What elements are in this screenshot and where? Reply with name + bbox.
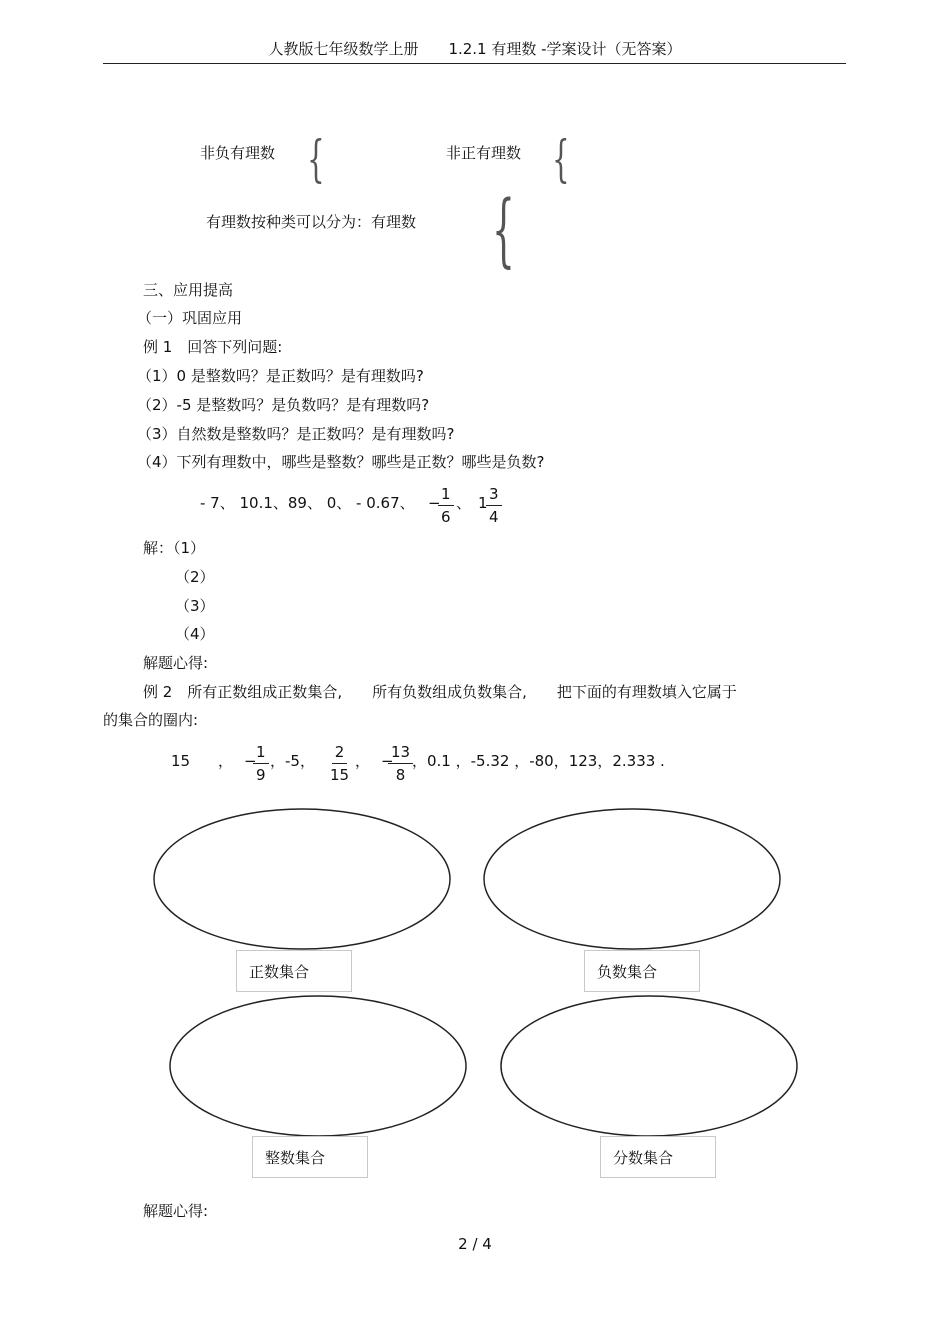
- example1-reflection: 解题心得:: [143, 654, 209, 672]
- mixed-whole: 1: [478, 494, 488, 512]
- positive-set-oval: [154, 809, 450, 949]
- ex2-f3-den: 8: [395, 766, 406, 784]
- negative-set-label: 负数集合: [584, 950, 700, 992]
- ex2-number-15: 15: [171, 752, 191, 770]
- example2-line1: 例 2 所有正数组成正数集合, 所有负数组成负数集合, 把下面的有理数填入它属于: [143, 683, 737, 701]
- ex2-comma-1: ，: [218, 752, 234, 770]
- integer-set-oval: [170, 996, 466, 1136]
- example2-reflection: 解题心得:: [143, 1202, 209, 1220]
- ex2-part-2: ，-5，: [270, 752, 315, 770]
- section-subtitle: （一）巩固应用: [137, 309, 243, 327]
- by-kind-label: 有理数按种类可以分为：有理数: [206, 213, 417, 231]
- frac-a-sign: −: [428, 494, 441, 512]
- frac-b-den: 4: [489, 508, 499, 526]
- solution-3: （3）: [175, 597, 215, 615]
- example1-number-list: - 7、 10.1、89、 0、 - 0.67、: [200, 494, 415, 512]
- positive-set-label: 正数集合: [236, 950, 352, 992]
- ex2-f3-num: 13: [388, 745, 413, 764]
- example1-q2: （2）-5 是整数吗？是负数吗？是有理数吗?: [137, 396, 430, 414]
- example2-line2: 的集合的圈内:: [103, 711, 199, 729]
- nonpos-label: 非正有理数: [446, 144, 522, 162]
- example1-title: 例 1 回答下列问题:: [143, 338, 283, 356]
- ex2-f1-sign: −: [244, 752, 257, 770]
- integer-set-label: 整数集合: [252, 1136, 368, 1178]
- ex2-f3-sign: −: [381, 752, 394, 770]
- page-header: 人教版七年级数学上册 1.2.1 有理数 -学案设计（无答案）: [268, 40, 682, 58]
- list-separator: 、: [456, 494, 472, 512]
- frac-b-num: 3: [486, 487, 502, 506]
- ex2-rest-numbers: ，0.1 ，-5.32 ，-80，123，2.333 .: [412, 752, 665, 770]
- nonneg-label: 非负有理数: [200, 144, 276, 162]
- nonpos-brace: {: [552, 130, 570, 188]
- ex2-f1-den: 9: [256, 766, 266, 784]
- by-kind-brace: {: [491, 183, 515, 276]
- solution-4: （4）: [175, 625, 215, 643]
- solution-label: 解：（1）: [143, 539, 206, 557]
- page-number: 2 / 4: [458, 1235, 492, 1253]
- ex2-f2-den: 15: [330, 766, 350, 784]
- fraction-set-label: 分数集合: [600, 1136, 716, 1178]
- ex2-comma-2: ，: [355, 752, 371, 770]
- fraction-set-oval: [501, 996, 797, 1136]
- frac-a-num: 1: [438, 487, 454, 506]
- section-title: 三、应用提高: [143, 281, 234, 299]
- example1-q4: （4）下列有理数中，哪些是整数？哪些是正数？哪些是负数?: [137, 453, 545, 471]
- frac-a-den: 6: [441, 508, 451, 526]
- nonneg-brace: {: [307, 130, 325, 188]
- solution-2: （2）: [175, 568, 215, 586]
- example1-q3: （3）自然数是整数吗？是正数吗？是有理数吗?: [137, 425, 455, 443]
- ex2-f1-num: 1: [253, 745, 269, 764]
- ex2-f2-num: 2: [332, 745, 348, 764]
- example1-q1: （1）0 是整数吗？是正数吗？是有理数吗?: [137, 367, 424, 385]
- negative-set-oval: [484, 809, 780, 949]
